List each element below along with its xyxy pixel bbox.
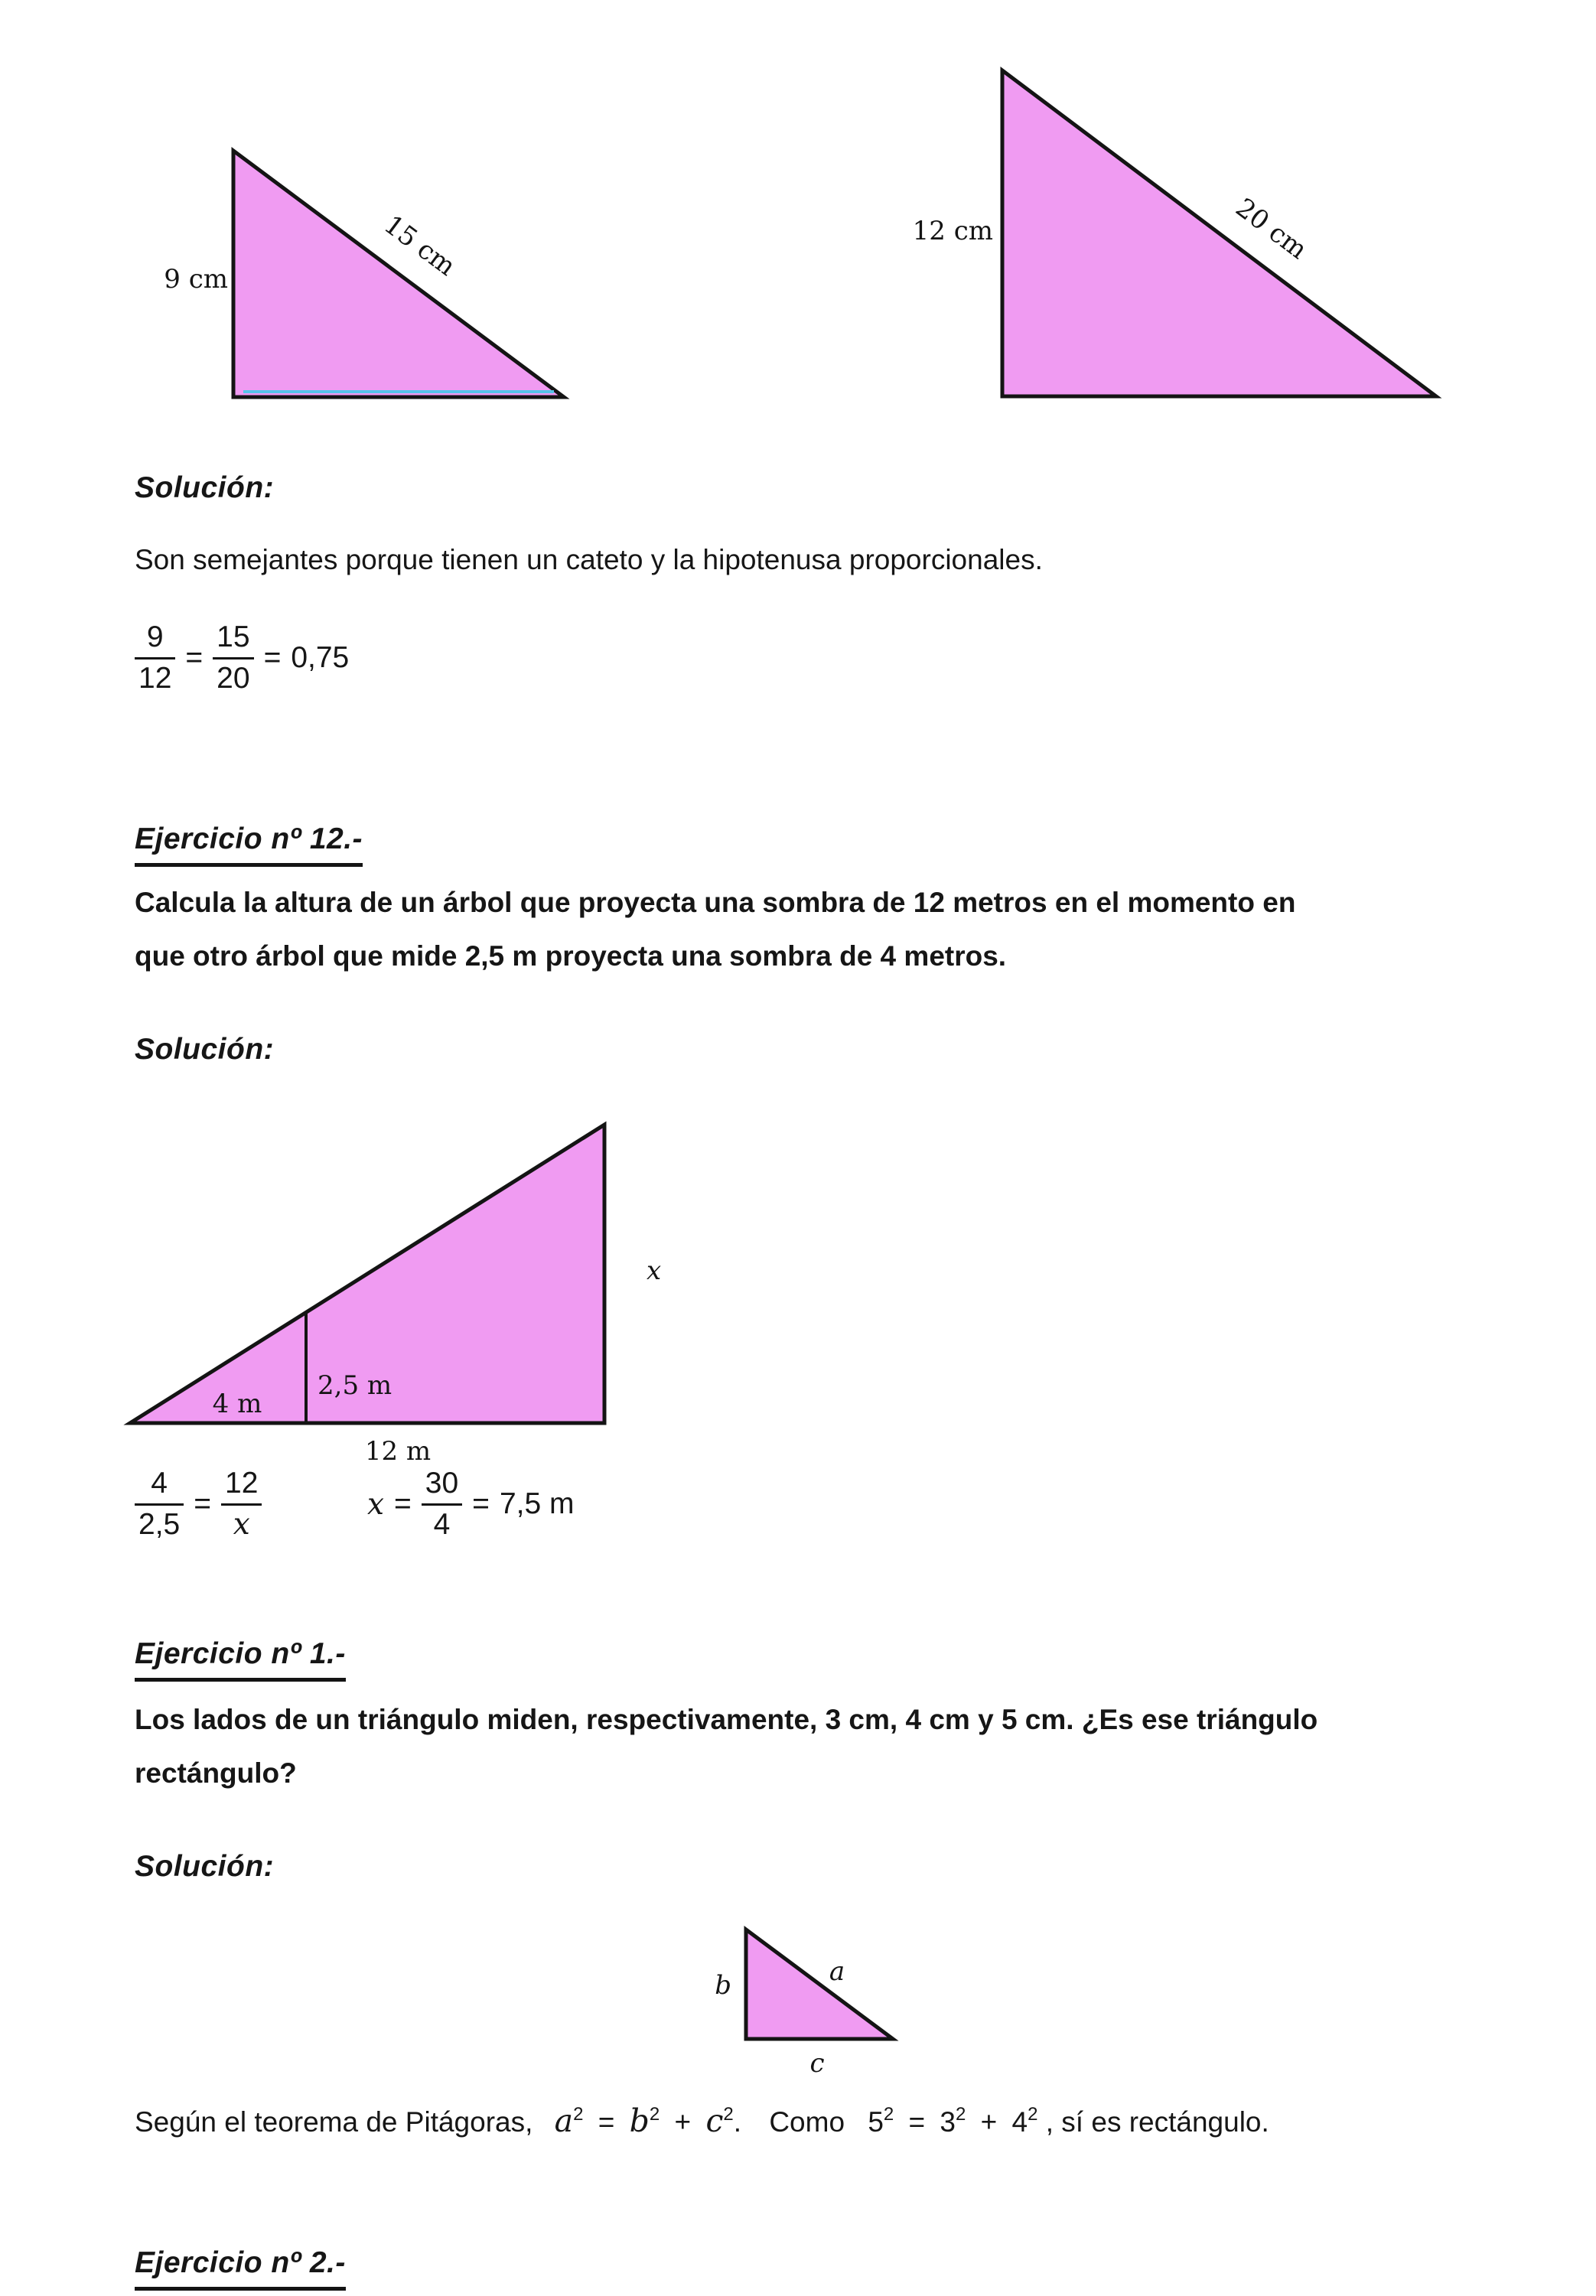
triangle-2-shape [1002,70,1436,396]
similar-triangles-diagram [0,0,1596,444]
exercise-12-heading: Ejercicio nº 12.- [135,822,363,867]
equals-sign: = [908,2106,926,2138]
variable-a: a [554,2102,574,2139]
pythagoras-formula [554,2102,750,2139]
fraction-numerator: 15 [217,620,250,653]
exercise-1-statement-line-1: Los lados de un triángulo miden, respectivamente, 3 cm, 4 cm y 5 cm. ¿Es ese triángulo [135,1704,1318,1735]
triangle-1-hypotenuse-label: 15 cm [378,209,461,282]
height-result: 7,5 m [499,1487,575,1521]
fraction-numerator: 30 [425,1467,459,1500]
small-tree-height-label: 2,5 m [318,1370,392,1401]
exponent: 2 [956,2104,966,2125]
number-3: 3 [940,2106,956,2138]
fraction-denominator: 4 [433,1507,451,1541]
fraction-denominator: 2,5 [138,1507,181,1541]
exponent: 2 [1028,2104,1038,2125]
equals-sign: = [394,1487,412,1521]
triangle-1-shape [233,151,564,397]
fraction-4-2.5 [135,1467,184,1542]
solution-heading-1: Solución: [135,471,275,504]
solution-heading-2: Solución: [135,1033,275,1066]
number-5: 5 [868,2106,884,2138]
solution-1-text: Son semejantes porque tienen un cateto y la hipotenusa proporcionales. [135,544,1043,575]
triangle-2-hypotenuse-label: 20 cm [1230,192,1313,265]
triangle-2-side-label: 12 cm [912,216,993,246]
fraction-bar [135,657,175,659]
equals-sign: = [194,1487,211,1521]
ratio-result: 0,75 [291,641,350,675]
numeric-check-formula [868,2106,1045,2138]
equals-sign: = [263,641,282,675]
fraction-15-20 [213,621,253,695]
pythagoras-conclusion [135,2102,1269,2140]
side-c-label: c [809,2048,825,2079]
fraction-denominator-variable: x [233,1506,250,1542]
exercise-12-statement-line-2: que otro árbol que mide 2,5 m proyecta una sombra de 4 metros. [135,940,1007,972]
shadow-segment-label: 4 m [212,1389,262,1419]
fraction-9-12 [135,621,175,695]
plus-sign: + [980,2106,998,2138]
fraction-denominator: 20 [217,661,250,695]
unknown-height-label: x [647,1255,662,1286]
plus-sign: + [674,2106,692,2138]
fraction-bar [213,657,253,659]
shadow-proportion-equation [135,1467,262,1542]
fraction-numerator: 4 [151,1467,168,1500]
solve-x-equation [367,1467,575,1542]
exponent: 2 [723,2104,734,2125]
equals-sign: = [472,1487,490,1521]
exercise-12-statement-line-1: Calcula la altura de un árbol que proyecta una sombra de 12 metros en el momento en [135,887,1296,918]
fraction-bar [221,1503,262,1506]
fraction-numerator: 9 [146,620,164,653]
variable-b: b [629,2102,650,2139]
variable-c: c [705,2102,724,2139]
equals-sign: = [598,2106,615,2138]
fraction-denominator: 12 [138,661,172,695]
proportion-equation [135,621,349,695]
fraction-bar [135,1503,184,1506]
fraction-12-x [221,1467,262,1542]
variable-x: x [367,1487,384,1522]
exercise-2-heading: Ejercicio nº 2.- [135,2246,346,2291]
base-shadow-label: 12 m [364,1436,432,1467]
triangle-abc-shape [746,1930,893,2039]
conclusion-suffix: , sí es rectángulo. [1045,2106,1269,2138]
number-4: 4 [1011,2106,1028,2138]
triangle-1-side-label: 9 cm [164,264,228,295]
fraction-numerator: 12 [225,1467,259,1500]
tree-shadow-diagram [0,1094,765,1477]
exercise-1-statement-line-2: rectángulo? [135,1757,297,1789]
right-triangle-abc-diagram [673,1909,995,2089]
solution-heading-3: Solución: [135,1850,275,1883]
fraction-bar [422,1503,462,1506]
exponent: 2 [573,2104,584,2125]
exercise-1-heading: Ejercicio nº 1.- [135,1637,346,1682]
exponent: 2 [883,2104,894,2125]
period: . [733,2106,742,2138]
side-b-label: b [715,1970,731,2001]
como-word: Como [769,2106,845,2138]
equals-sign: = [185,641,204,675]
side-a-label: a [829,1956,845,1987]
exponent: 2 [649,2104,660,2125]
conclusion-prefix: Según el teorema de Pitágoras, [135,2106,533,2138]
fraction-30-4 [422,1467,462,1542]
